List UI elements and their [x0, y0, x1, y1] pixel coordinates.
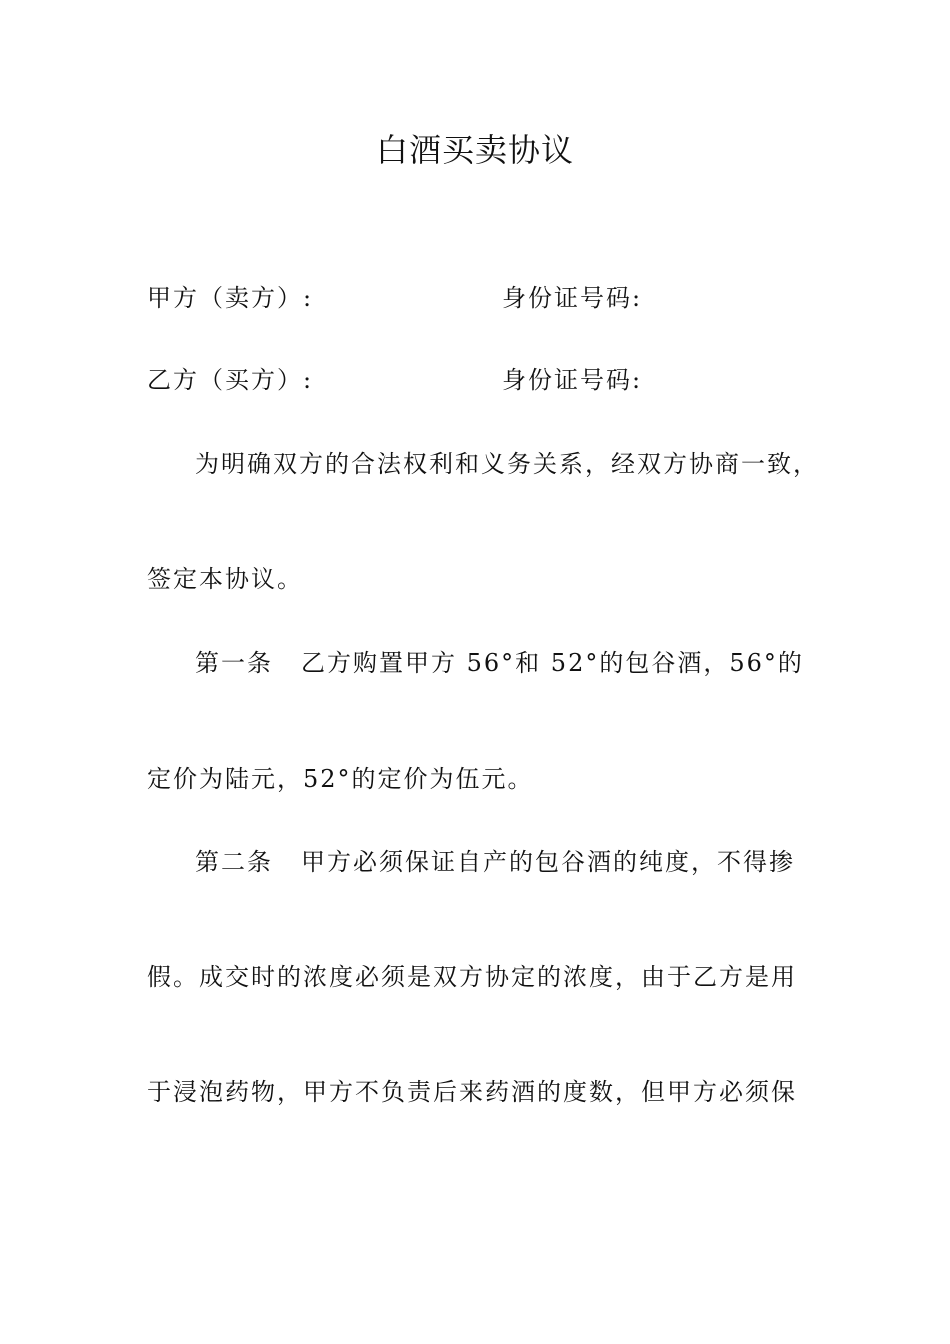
article-1-line-1 [195, 647, 804, 679]
preamble-line-2: 签定本协议。 [147, 565, 303, 593]
party-b-label: 乙方（买方）: [147, 366, 314, 394]
article-2-line-3: 于浸泡药物，甲方不负责后来药酒的度数，但甲方必须保 [147, 1078, 797, 1106]
article-1-line-2: 定价为陆元，52°的定价为伍元。 [147, 765, 534, 793]
article-2-line-1 [195, 846, 795, 878]
article-2-heading: 第二条 [195, 848, 273, 876]
party-b-id-label: 身份证号码: [502, 366, 643, 394]
party-a-label: 甲方（卖方）: [147, 284, 314, 312]
preamble-line-1: 为明确双方的合法权利和义务关系，经双方协商一致， [195, 450, 819, 478]
article-1-text-1: 乙方购置甲方 56°和 52°的包谷酒，56°的 [301, 649, 804, 677]
document-title: 白酒买卖协议 [375, 131, 574, 169]
article-2-text-1: 甲方必须保证自产的包谷酒的纯度，不得掺 [301, 848, 795, 876]
article-1-heading: 第一条 [195, 649, 273, 677]
party-a-id-label: 身份证号码: [502, 284, 643, 312]
article-2-line-2: 假。成交时的浓度必须是双方协定的浓度，由于乙方是用 [147, 963, 797, 991]
